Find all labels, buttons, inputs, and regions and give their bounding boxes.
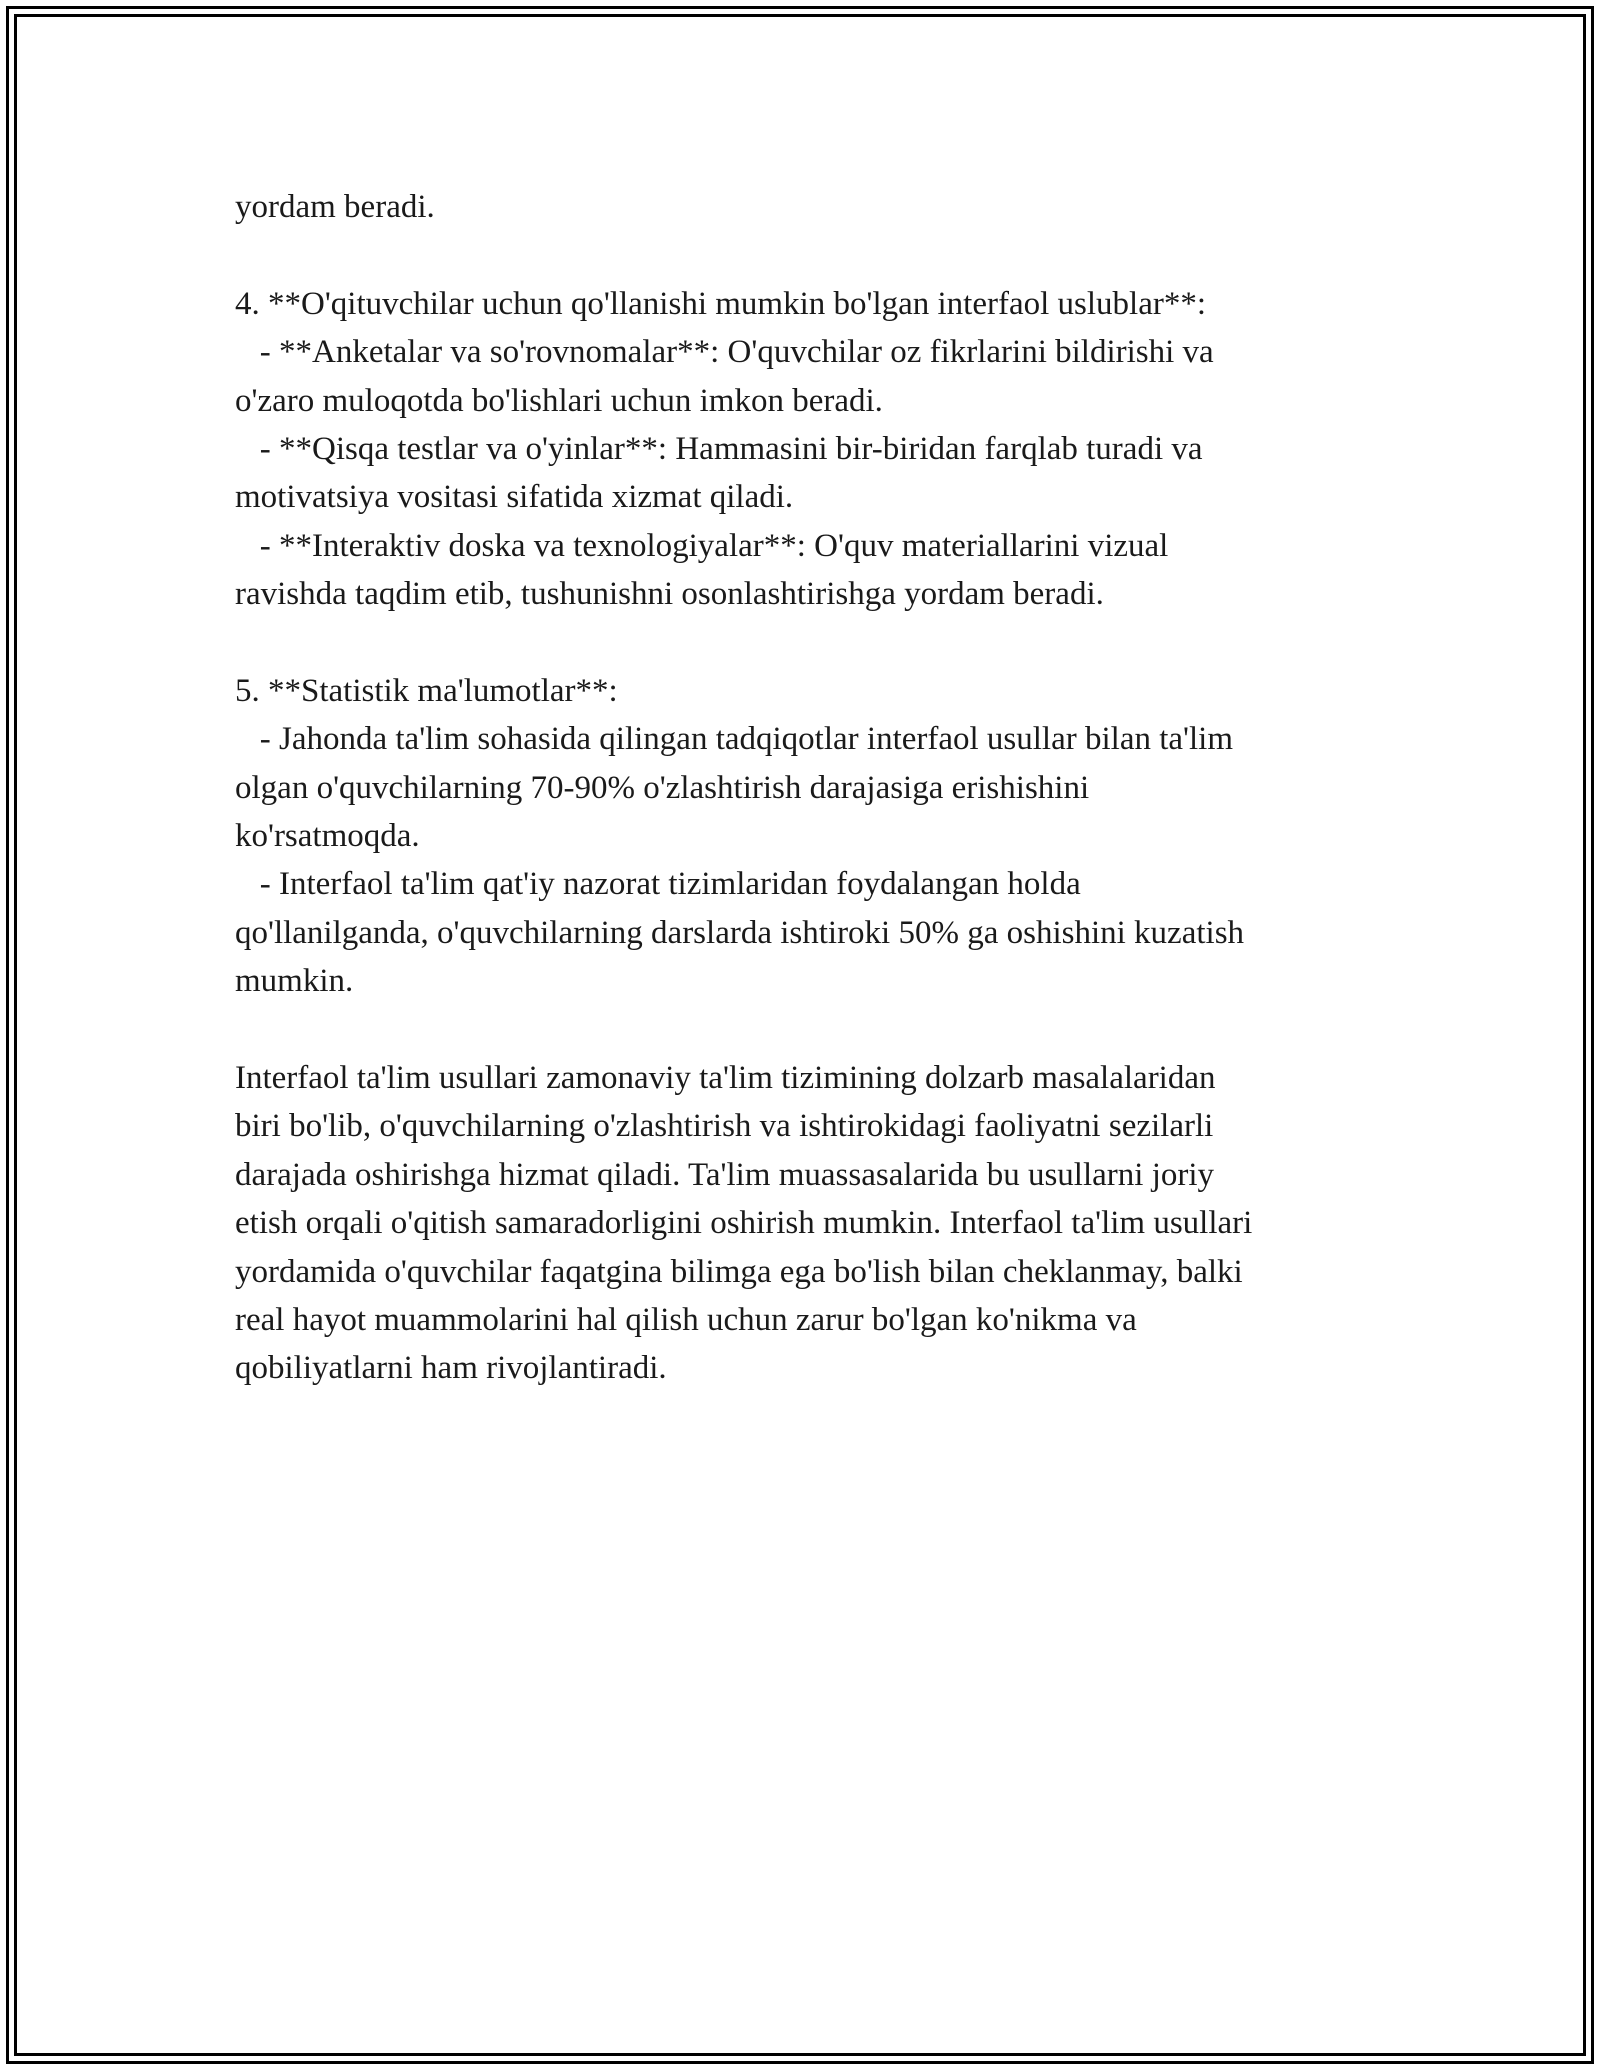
conclusion-paragraph-line: biri bo'lib, o'quvchilarning o'zlashtirish va ishtirokidagi faoliyatni sezilarli: [235, 1108, 1214, 1145]
text-line: - **Anketalar va so'rovnomalar**: O'quvchilar oz fikrlarini bildirishi va: [235, 334, 1214, 371]
text-line: ko'rsatmoqda.: [235, 818, 420, 855]
conclusion-paragraph-line: etish orqali o'qitish samaradorligini oshirish mumkin. Interfaol ta'lim usullari: [235, 1205, 1253, 1242]
text-line: qo'llanilganda, o'quvchilarning darslarda ishtiroki 50% ga oshishini kuzatish: [235, 914, 1245, 951]
text-line: olgan o'quvchilarning 70-90% o'zlashtirish darajasiga erishishini: [235, 769, 1090, 806]
blank-line: [235, 231, 1385, 279]
text-line: motivatsiya vositasi sifatida xizmat qiladi.: [235, 479, 794, 516]
section-heading-5: 5. **Statistik ma'lumotlar**:: [235, 672, 618, 709]
text-line: - **Interaktiv doska va texnologiyalar**: O'quv materiallarini vizual: [235, 527, 1169, 564]
blank-line: [235, 1006, 1385, 1054]
blank-line: [235, 619, 1385, 667]
text-line: o'zaro muloqotda bo'lishlari uchun imkon beradi.: [235, 382, 883, 419]
conclusion-paragraph-line: darajada oshirishga hizmat qiladi. Ta'lim muassasalarida bu usullarni joriy: [235, 1156, 1215, 1193]
conclusion-paragraph-line: real hayot muammolarini hal qilish uchun zarur bo'lgan ko'nikma va: [235, 1301, 1137, 1338]
text-line: - **Qisqa testlar va o'yinlar**: Hammasini bir-biridan farqlab turadi va: [235, 430, 1203, 467]
text-line: ravishda taqdim etib, tushunishni osonlashtirishga yordam beradi.: [235, 576, 1104, 613]
conclusion-paragraph-line: qobiliyatlarni ham rivojlantiradi.: [235, 1350, 667, 1387]
document-body: [235, 183, 1385, 1393]
conclusion-paragraph-line: yordamida o'quvchilar faqatgina bilimga ega bo'lish bilan cheklanmay, balki: [235, 1253, 1243, 1290]
text-line: - Jahonda ta'lim sohasida qilingan tadqiqotlar interfaol usullar bilan ta'lim: [235, 721, 1233, 758]
text-line: mumkin.: [235, 963, 354, 1000]
section-heading-4: 4. **O'qituvchilar uchun qo'llanishi mumkin bo'lgan interfaol uslublar**:: [235, 285, 1207, 322]
conclusion-paragraph-line: Interfaol ta'lim usullari zamonaviy ta'lim tizimining dolzarb masalalaridan: [235, 1060, 1216, 1097]
text-line: yordam beradi.: [235, 189, 435, 225]
text-line: - Interfaol ta'lim qat'iy nazorat tizimlaridan foydalangan holda: [235, 866, 1081, 903]
